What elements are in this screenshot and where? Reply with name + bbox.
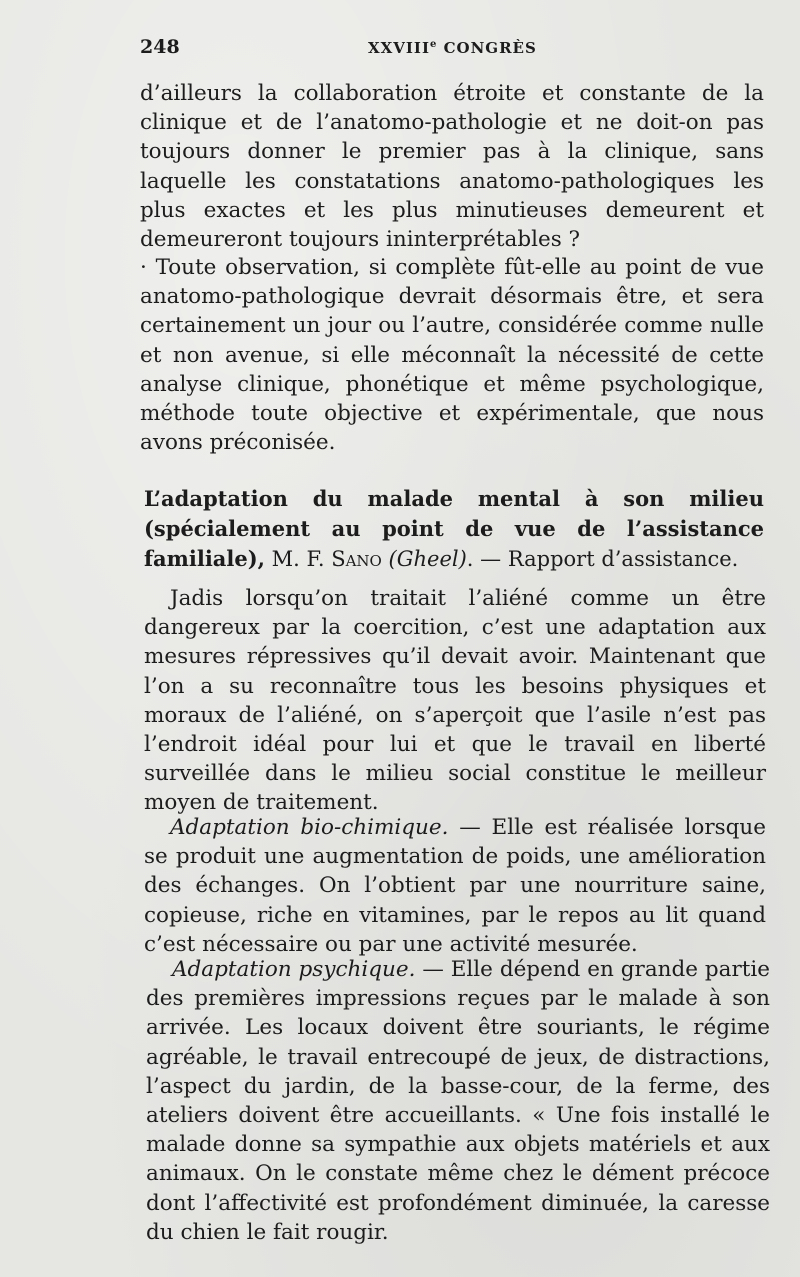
page-header bbox=[140, 36, 760, 60]
article-author-prefix: M. F. bbox=[265, 547, 332, 572]
page-number: 248 bbox=[140, 36, 180, 58]
paragraph-2-text: · Toute observation, si complète fût-elle au point de vue anatomo-pathologique devrait désormais être, et sera certainement un jour ou l’autre, considérée comme nulle et non avenue, si elle méconnaît la nécessité de cette analyse clinique, phonétique et même psychologique, méthode toute objective et expérimentale, que nous avons préconisée. bbox=[140, 255, 764, 456]
paragraph-3 bbox=[144, 584, 766, 818]
paragraph-4-lead: Adaptation bio-chimique. bbox=[170, 815, 449, 840]
running-head bbox=[368, 39, 537, 57]
paragraph-5 bbox=[146, 955, 770, 1247]
paragraph-1 bbox=[140, 79, 764, 254]
paragraph-5-body: — Elle dépend en grande partie des premières impressions reçues par le malade à son arrivée. Les locaux doivent être souriants, le régime agréable, le travail entrecoupé de jeux, de distractions, l’aspect du jardin, de la basse-cour, de la ferme, des ateliers doivent être accueillants. « Une fois installé le malade donne sa sympathie aux objets matériels et aux animaux. On le constate même chez le dément précoce dont l’affectivité est profondément diminuée, la caresse du chien le fait rougir. bbox=[146, 957, 770, 1245]
paragraph-4-body: — Elle est réalisée lorsque se produit une augmentation de poids, une amélioration des échanges. On l’obtient par une nourriture saine, copieuse, riche en vitamines, par le repos au lit quand c’est nécessaire ou par une activité mesurée. bbox=[144, 815, 766, 957]
paragraph-2 bbox=[140, 253, 764, 457]
running-head-prefix: XXVIII bbox=[368, 39, 430, 57]
paragraph-4 bbox=[144, 813, 766, 959]
running-head-sup: e bbox=[429, 39, 438, 50]
paragraph-1-text: d’ailleurs la collaboration étroite et constante de la clinique et de l’anatomo-pathologie et ne doit-on pas toujours donner le premier pas à la clinique, sans laquelle les constatations anatomo-pathologiques les plus exactes et les plus minutieuses demeurent et demeureront toujours ininterprétables ? bbox=[140, 81, 764, 253]
article-title-bold: L’adaptation du malade mental à son milieu (spécialement au point de vue de l’assistance familiale), bbox=[144, 486, 764, 572]
article-author-name: Sano bbox=[331, 547, 382, 572]
paragraph-3-text: Jadis lorsqu’on traitait l’aliéné comme un être dangereux par la coercition, c’est une adaptation aux mesures répressives qu’il devait avoir. Maintenant que l’on a su reconnaître tous les besoins physiques et moraux de l’aliéné, on s’aperçoit que l’asile n’est pas l’endroit idéal pour lui et que le travail en liberté surveillée dans le milieu social constitue le meilleur moyen de traitement. bbox=[144, 586, 766, 816]
paragraph-4-text bbox=[144, 813, 766, 959]
article-title bbox=[144, 484, 764, 575]
running-head-suffix: CONGRÈS bbox=[437, 39, 537, 57]
paragraph-5-text bbox=[146, 955, 770, 1247]
article-place: (Gheel) bbox=[388, 547, 467, 572]
article-title-suffix: . — Rapport d’assistance. bbox=[466, 547, 739, 572]
paragraph-5-lead: Adaptation psychique. bbox=[172, 957, 416, 982]
